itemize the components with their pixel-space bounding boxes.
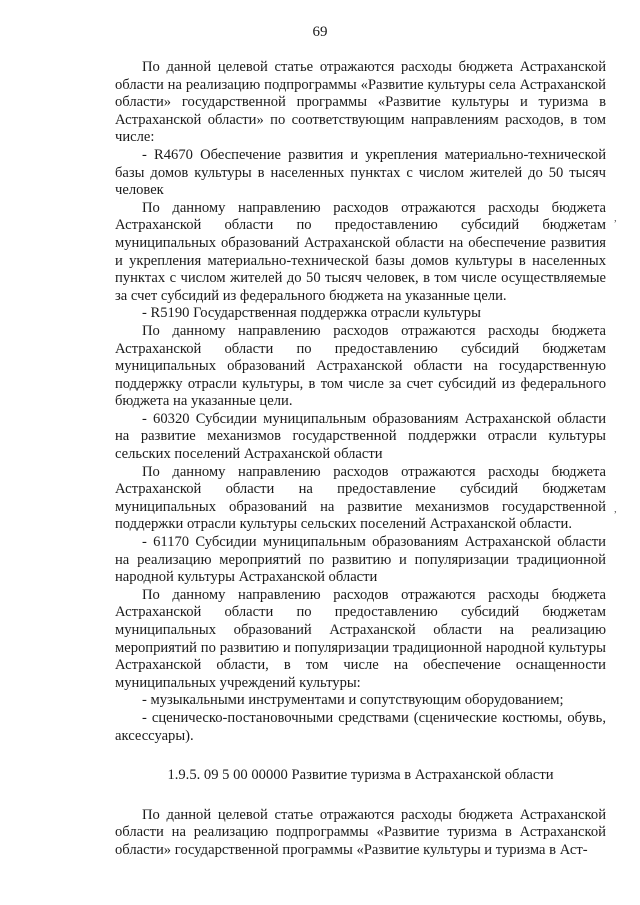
paragraph-tourism-intro: По данной целевой статье отражаются расходы бюджета Астраханской области на реализацию подпрограммы «Развитие туризма в Астраханской области» государственной программы «Развитие культуры и туризма в Аст- (115, 806, 606, 858)
list-item-61170: - 61170 Субсидии муниципальным образованиям Астраханской области на реализацию мероприятий по развитию и популяризации традиционной народной культуры Астраханской области (115, 534, 606, 586)
margin-tick-mark: , (614, 212, 617, 224)
paragraph-r5190-description: По данному направлению расходов отражаются расходы бюджета Астраханской области по предоставлению субсидий бюджетам муниципальных образований Астраханской области на государственную поддержку отрасли культуры, в том числе за счет субсидий из федерального бюджета на указанные цели. (115, 322, 606, 410)
paragraph-r4670-description: По данному направлению расходов отражаются расходы бюджета Астраханской области по предоставлению субсидий бюджетам муниципальных образований Астраханской области на обеспечение развития и укрепления материально-технической базы домов культуры в населенных пунктах с числом жителей до 50 тысяч человек, в том числе осуществляемые за счет субсидий из федерального бюджета на указанные цели. (115, 199, 606, 304)
paragraph-intro: По данной целевой статье отражаются расходы бюджета Астраханской области на реализацию подпрограммы «Развитие культуры села Астраханской области» государственной программы «Развитие культуры и туризма в Астраханской области» по соответствующим направлениям расходов, в том числе: (115, 59, 606, 146)
document-body (115, 59, 606, 860)
paragraph-60320-description: По данному направлению расходов отражаются расходы бюджета Астраханской области на предоставление субсидий бюджетам муниципальных образований на развитие механизмов государственной поддержки отрасли культуры сельских поселений Астраханской области. (115, 463, 606, 533)
margin-tick-mark: , (614, 503, 617, 515)
list-item-stage-equipment: - сценическо-постановочными средствами (сценические костюмы, обувь, аксессуары). (115, 709, 606, 744)
paragraph-61170-description: По данному направлению расходов отражаются расходы бюджета Астраханской области по предоставлению субсидий бюджетам муниципальных образований Астраханской области на реализацию мероприятий по развитию и популяризации традиционной народной культуры Астраханской области, в том числе на обеспечение оснащенности муниципальных учреждений культуры: (115, 586, 606, 691)
list-item-r4670: - R4670 Обеспечение развития и укрепления материально-технической базы домов культуры в населенных пунктах с числом жителей до 50 тысяч человек (115, 146, 606, 199)
list-item-60320: - 60320 Субсидии муниципальным образованиям Астраханской области на развитие механизмов государственной поддержки отрасли культуры сельских поселений Астраханской области (115, 410, 606, 463)
list-item-r5190: - R5190 Государственная поддержка отрасли культуры (142, 305, 481, 322)
section-heading: 1.9.5. 09 5 00 00000 Развитие туризма в Астраханской области (167, 767, 554, 784)
page-number: 69 (312, 24, 328, 40)
list-item-musical-instruments: - музыкальными инструментами и сопутствующим оборудованием; (142, 692, 564, 709)
